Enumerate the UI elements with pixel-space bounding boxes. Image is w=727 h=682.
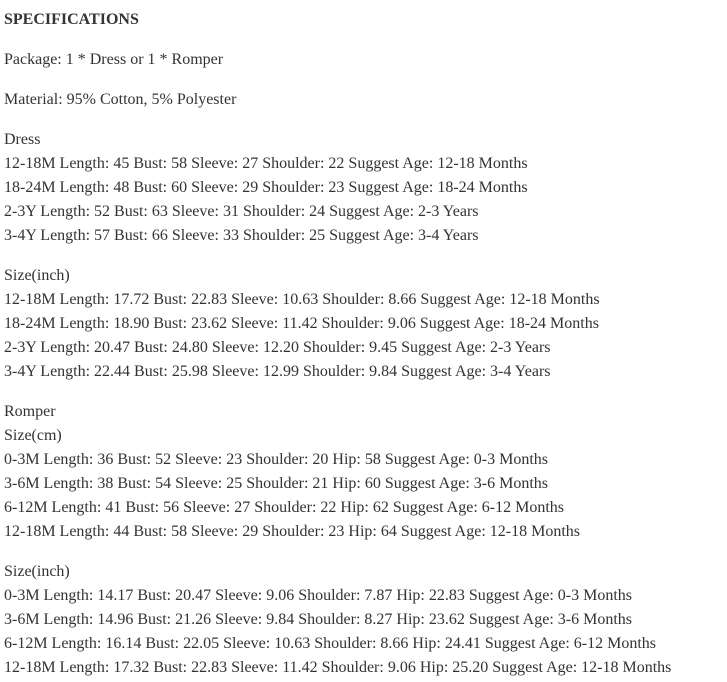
romper-inch-row: 6-12M Length: 16.14 Bust: 22.05 Sleeve: 10.63 Shoulder: 8.66 Hip: 24.41 Suggest Age: 6-12 Months — [4, 635, 656, 652]
specifications-heading: SPECIFICATIONS — [4, 11, 139, 28]
dress-label: Dress — [4, 131, 41, 148]
dress-size-inch-label: Size(inch) — [4, 267, 70, 284]
romper-cm-row: 0-3M Length: 36 Bust: 52 Sleeve: 23 Shoulder: 20 Hip: 58 Suggest Age: 0-3 Months — [4, 451, 548, 468]
dress-cm-row: 12-18M Length: 45 Bust: 58 Sleeve: 27 Shoulder: 22 Suggest Age: 12-18 Months — [4, 155, 528, 172]
dress-inch-row: 12-18M Length: 17.72 Bust: 22.83 Sleeve: 10.63 Shoulder: 8.66 Suggest Age: 12-18 Months — [4, 291, 600, 308]
dress-cm-row: 18-24M Length: 48 Bust: 60 Sleeve: 29 Shoulder: 23 Suggest Age: 18-24 Months — [4, 179, 528, 196]
dress-inch-row: 18-24M Length: 18.90 Bust: 23.62 Sleeve: 11.42 Shoulder: 9.06 Suggest Age: 18-24 Months — [4, 315, 599, 332]
dress-cm-row: 2-3Y Length: 52 Bust: 63 Sleeve: 31 Shoulder: 24 Suggest Age: 2-3 Years — [4, 203, 479, 220]
material-line: Material: 95% Cotton, 5% Polyester — [4, 91, 237, 108]
package-line: Package: 1 * Dress or 1 * Romper — [4, 51, 224, 68]
romper-inch-row: 3-6M Length: 14.96 Bust: 21.26 Sleeve: 9.84 Shoulder: 8.27 Hip: 23.62 Suggest Age: 3-6 Months — [4, 611, 632, 628]
romper-cm-row: 6-12M Length: 41 Bust: 56 Sleeve: 27 Shoulder: 22 Hip: 62 Suggest Age: 6-12 Months — [4, 499, 564, 516]
romper-size-inch-label: Size(inch) — [4, 563, 70, 580]
dress-inch-row: 3-4Y Length: 22.44 Bust: 25.98 Sleeve: 12.99 Shoulder: 9.84 Suggest Age: 3-4 Years — [4, 363, 551, 380]
romper-cm-row: 3-6M Length: 38 Bust: 54 Sleeve: 25 Shoulder: 21 Hip: 60 Suggest Age: 3-6 Months — [4, 475, 548, 492]
romper-inch-row: 0-3M Length: 14.17 Bust: 20.47 Sleeve: 9.06 Shoulder: 7.87 Hip: 22.83 Suggest Age: 0-3 Months — [4, 587, 632, 604]
romper-size-cm-label: Size(cm) — [4, 427, 62, 444]
romper-inch-row: 12-18M Length: 17.32 Bust: 22.83 Sleeve: 11.42 Shoulder: 9.06 Hip: 25.20 Suggest Age: 12-18 Months — [4, 659, 672, 676]
romper-cm-row: 12-18M Length: 44 Bust: 58 Sleeve: 29 Shoulder: 23 Hip: 64 Suggest Age: 12-18 Months — [4, 523, 580, 540]
specifications-document — [4, 8, 721, 680]
dress-inch-row: 2-3Y Length: 20.47 Bust: 24.80 Sleeve: 12.20 Shoulder: 9.45 Suggest Age: 2-3 Years — [4, 339, 551, 356]
romper-label: Romper — [4, 403, 56, 420]
dress-size-inch-section — [4, 264, 721, 384]
romper-size-cm-section — [4, 400, 721, 544]
romper-size-inch-section — [4, 560, 721, 680]
dress-size-cm-section — [4, 128, 721, 248]
dress-cm-row: 3-4Y Length: 57 Bust: 66 Sleeve: 33 Shoulder: 25 Suggest Age: 3-4 Years — [4, 227, 479, 244]
